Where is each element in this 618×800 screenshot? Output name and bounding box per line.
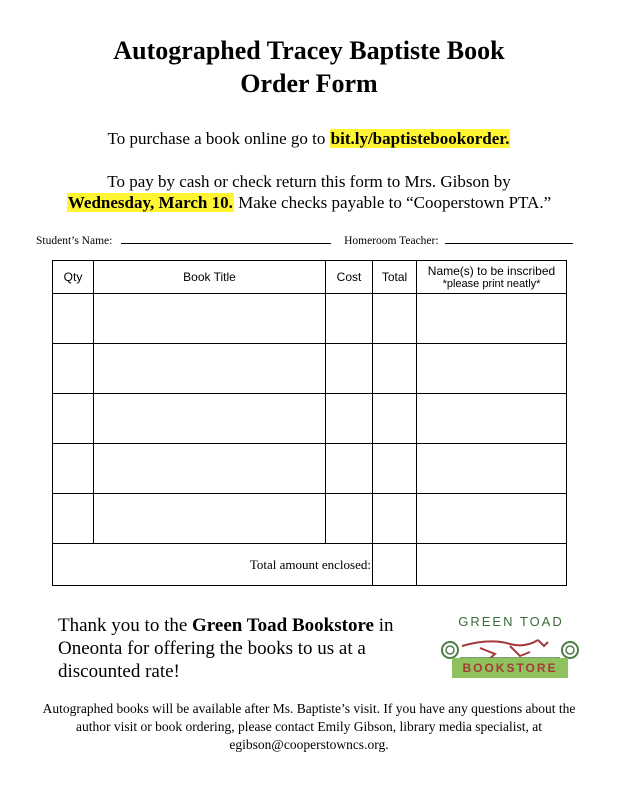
cost-cell[interactable] [326, 394, 373, 444]
cost-cell[interactable] [326, 294, 373, 344]
cost-header: Cost [326, 261, 373, 294]
total-amount-cell[interactable] [373, 544, 417, 586]
title-line-1: Autographed Tracey Baptiste Book [113, 36, 505, 65]
table-row [53, 344, 567, 394]
total-row [53, 544, 567, 586]
total-cell[interactable] [373, 344, 417, 394]
qty-cell[interactable] [53, 494, 94, 544]
logo-top-text: GREEN TOAD [458, 614, 564, 629]
total-cell[interactable] [373, 444, 417, 494]
page-title [30, 34, 588, 100]
thanks-pre: Thank you to the [58, 615, 193, 636]
bookstore-name: Green Toad Bookstore [192, 615, 374, 636]
qty-cell[interactable] [53, 394, 94, 444]
qty-header: Qty [53, 261, 94, 294]
names-cell[interactable] [417, 494, 567, 544]
student-info-fields [36, 233, 573, 247]
total-cell[interactable] [373, 394, 417, 444]
payable-text: Make checks payable to “Cooperstown PTA.” [233, 193, 552, 212]
book-title-cell[interactable] [94, 344, 326, 394]
total-amount-label: Total amount enclosed: [53, 544, 373, 586]
table-row [53, 394, 567, 444]
total-cell[interactable] [373, 294, 417, 344]
pay-line-2 [0, 192, 618, 214]
order-link[interactable]: bit.ly/baptistebookorder. [330, 129, 510, 148]
names-header-note: *please print neatly* [442, 277, 541, 290]
table-row [53, 444, 567, 494]
student-name-label: Student’s Name: [36, 235, 113, 247]
cost-cell[interactable] [326, 444, 373, 494]
title-line-2: Order Form [240, 69, 378, 98]
book-title-header: Book Title [94, 261, 326, 294]
names-cell[interactable] [417, 394, 567, 444]
book-title-cell[interactable] [94, 494, 326, 544]
online-order-text: To purchase a book online go to [107, 129, 330, 148]
names-cell[interactable] [417, 294, 567, 344]
table-row [53, 294, 567, 344]
table-row [53, 494, 567, 544]
names-cell[interactable] [417, 344, 567, 394]
names-header-label: Name(s) to be inscribed [427, 263, 556, 278]
names-cell[interactable] [417, 444, 567, 494]
online-order-line [0, 128, 618, 150]
green-toad-logo [440, 614, 580, 682]
qty-cell[interactable] [53, 294, 94, 344]
pay-line-1: To pay by cash or check return this form to Mrs. Gibson by [107, 172, 511, 191]
homeroom-teacher-field[interactable] [445, 233, 573, 244]
cost-cell[interactable] [326, 494, 373, 544]
student-name-field[interactable] [121, 233, 331, 244]
total-header: Total [373, 261, 417, 294]
order-table [52, 260, 567, 586]
footer-note: Autographed books will be available after Ms. Baptiste’s visit. If you have any questions about the author visit or book ordering, please contact Emily Gibson, library media specialist, at egibson@cooperstowncs.org. [42, 701, 576, 752]
names-header [417, 261, 567, 294]
table-header-row [53, 261, 567, 294]
qty-cell[interactable] [53, 444, 94, 494]
book-title-cell[interactable] [94, 294, 326, 344]
book-title-cell[interactable] [94, 394, 326, 444]
homeroom-teacher-label: Homeroom Teacher: [344, 235, 439, 247]
total-row-blank-cell [417, 544, 567, 586]
cost-cell[interactable] [326, 344, 373, 394]
thanks-post: in Oneonta for offering the books to us at a discounted rate! [58, 615, 394, 682]
book-title-cell[interactable] [94, 444, 326, 494]
total-cell[interactable] [373, 494, 417, 544]
logo-bottom-text: BOOKSTORE [452, 658, 568, 678]
qty-cell[interactable] [53, 344, 94, 394]
thank-you-note [58, 614, 438, 683]
deadline-highlight: Wednesday, March 10. [67, 193, 233, 212]
